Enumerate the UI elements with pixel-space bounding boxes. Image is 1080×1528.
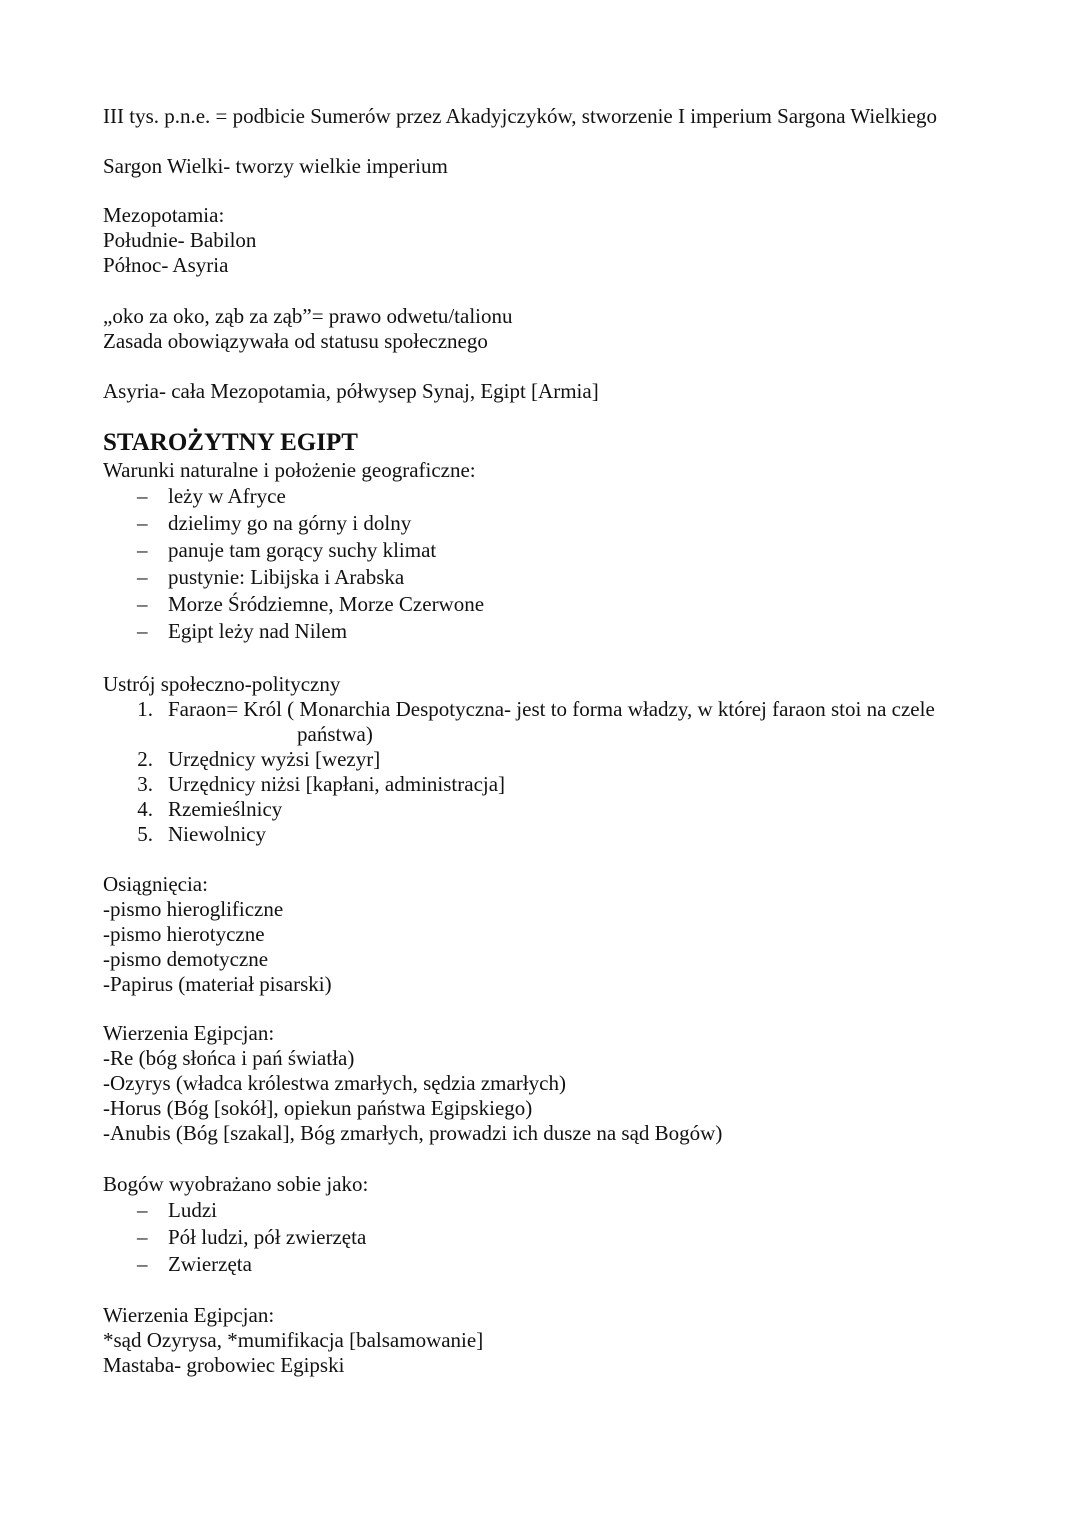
list-item: – Pół ludzi, pół zwierzęta xyxy=(137,1225,367,1249)
line: -pismo hierotyczne xyxy=(103,922,265,946)
line: -Anubis (Bóg [szakal], Bóg zmarłych, prowadzi ich dusze na sąd Bogów) xyxy=(103,1121,723,1145)
line: Zasada obowiązywała od statusu społecznego xyxy=(103,329,488,353)
section-beliefs-2 xyxy=(103,1303,483,1378)
list-item: 4. Rzemieślnicy xyxy=(137,797,283,821)
list-item: – Egipt leży nad Nilem xyxy=(137,619,348,643)
list-item: 2. Urzędnicy wyżsi [wezyr] xyxy=(137,747,381,771)
list-item: 3. Urzędnicy niżsi [kapłani, administracja] xyxy=(137,772,506,796)
list-item: – Ludzi xyxy=(137,1198,217,1222)
line: Mezopotamia: xyxy=(103,203,225,227)
line: Południe- Babilon xyxy=(103,228,257,252)
section-beliefs xyxy=(103,1021,722,1146)
section-title: Warunki naturalne i położenie geograficzne: xyxy=(103,458,476,482)
section-gods xyxy=(103,1172,368,1278)
list-item: – Morze Śródziemne, Morze Czerwone xyxy=(137,592,485,616)
list-item: 1. Faraon= Król ( Monarchia Despotyczna- jest to forma władzy, w której faraon stoi na czele xyxy=(137,697,935,721)
list-item-continuation: państwa) xyxy=(297,722,373,746)
line: Północ- Asyria xyxy=(103,253,229,277)
section-law xyxy=(103,304,513,354)
paragraph-asyria: Asyria- cała Mezopotamia, półwysep Synaj, Egipt [Armia] xyxy=(103,379,599,403)
paragraph-sargon: Sargon Wielki- tworzy wielkie imperium xyxy=(103,154,448,178)
line: Wierzenia Egipcjan: xyxy=(103,1303,275,1327)
line: -Horus (Bóg [sokół], opiekun państwa Egipskiego) xyxy=(103,1096,533,1120)
section-geography xyxy=(103,458,484,645)
list-item: – Zwierzęta xyxy=(137,1252,252,1276)
section-achievements xyxy=(103,872,332,997)
line: „oko za oko, ząb za ząb”= prawo odwetu/talionu xyxy=(103,304,513,328)
line: -Re (bóg słońca i pań światła) xyxy=(103,1046,355,1070)
section-ustroj xyxy=(103,672,935,847)
line: -pismo demotyczne xyxy=(103,947,269,971)
list-item: 5. Niewolnicy xyxy=(137,822,266,846)
line: Mastaba- grobowiec Egipski xyxy=(103,1353,345,1377)
heading-egypt: STAROŻYTNY EGIPT xyxy=(103,429,358,456)
section-mezopotamia xyxy=(103,203,256,278)
line: Osiągnięcia: xyxy=(103,872,208,896)
line: -pismo hieroglificzne xyxy=(103,897,284,921)
line: Wierzenia Egipcjan: xyxy=(103,1021,275,1045)
section-title: Ustrój społeczno-polityczny xyxy=(103,672,341,696)
line: -Papirus (materiał pisarski) xyxy=(103,972,332,996)
line: *sąd Ozyrysa, *mumifikacja [balsamowanie] xyxy=(103,1328,484,1352)
list-item: – panuje tam gorący suchy klimat xyxy=(137,538,437,562)
list-item: – dzielimy go na górny i dolny xyxy=(137,511,412,535)
section-title: Bogów wyobrażano sobie jako: xyxy=(103,1172,369,1196)
list-item: – pustynie: Libijska i Arabska xyxy=(137,565,405,589)
paragraph-akad: III tys. p.n.e. = podbicie Sumerów przez Akadyjczyków, stworzenie I imperium Sargona Wielkiego xyxy=(103,104,938,128)
list-item: – leży w Afryce xyxy=(137,484,286,508)
line: -Ozyrys (władca królestwa zmarłych, sędzia zmarłych) xyxy=(103,1071,566,1095)
